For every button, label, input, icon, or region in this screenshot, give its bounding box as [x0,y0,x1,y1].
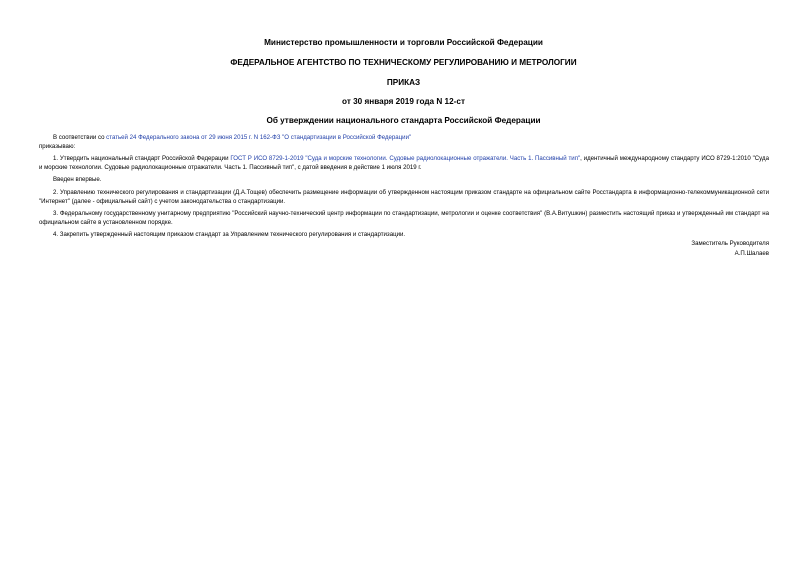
ministry-heading: Министерство промышленности и торговли Российской Федерации [264,38,543,47]
intro-prefix: В соответствии со [53,134,107,141]
order-word: приказываю: [39,142,76,150]
intro-paragraph [39,134,769,143]
signatory-position: Заместитель Руководителя [691,240,769,247]
item-1-suffix: , идентичный международному стандарту ИСО 8729-1:2010 "Суда и морские технологии. Судовые радиолокационные отражатели. Часть 1. Пассивный тип", с датой введения в действие 1 июля 2019 г. [39,155,769,171]
document-body [39,134,769,240]
subject-heading: Об утверждении национального стандарта Российской Федерации [266,116,541,125]
item-1-prefix: 1. Утвердить национальный стандарт Российской Федерации [53,155,231,163]
item-1-paragraph [39,155,769,172]
gost-standard-link[interactable]: ГОСТ Р ИСО 8729-1-2019 "Суда и морские технологии. Судовые радиолокационные отражатели. Часть 1. Пассивный тип" [230,155,581,163]
item-4-paragraph: 4. Закрепить утвержденный настоящим приказом стандарт за Управлением технического регулирования и стандартизации. [53,231,406,239]
doc-type-heading: ПРИКАЗ [386,78,421,87]
federal-law-link[interactable]: статьей 24 Федерального закона от 29 июня 2015 г. N 162-ФЗ "О стандартизации в Российской Федерации" [106,134,412,141]
item-2-paragraph: 2. Управлению технического регулирования и стандартизации (Д.А.Тощев) обеспечить размещение информации об утвержденном настоящим приказом стандарте на официальном сайте Росстандарта в информационно-телекоммуникационной сети "Интернет" (далее - официальный сайт) с учетом законодательства о стандартизации. [39,188,769,205]
item-3-paragraph: 3. Федеральному государственному унитарному предприятию "Российский научно-технический центр информации по стандартизации, метрологии и оценке соответствия" (В.А.Витушкин) разместить настоящий приказ и утвержденный им стандарт на официальном сайте в установленном порядке. [39,210,769,226]
agency-heading: ФЕДЕРАЛЬНОЕ АГЕНТСТВО ПО ТЕХНИЧЕСКОМУ РЕГУЛИРОВАНИЮ И МЕТРОЛОГИИ [230,58,577,67]
introduced-first-note: Введен впервые. [53,176,102,184]
signatory-name: А.П.Шалаев [734,250,769,257]
date-number-heading: от 30 января 2019 года N 12-ст [342,97,465,106]
